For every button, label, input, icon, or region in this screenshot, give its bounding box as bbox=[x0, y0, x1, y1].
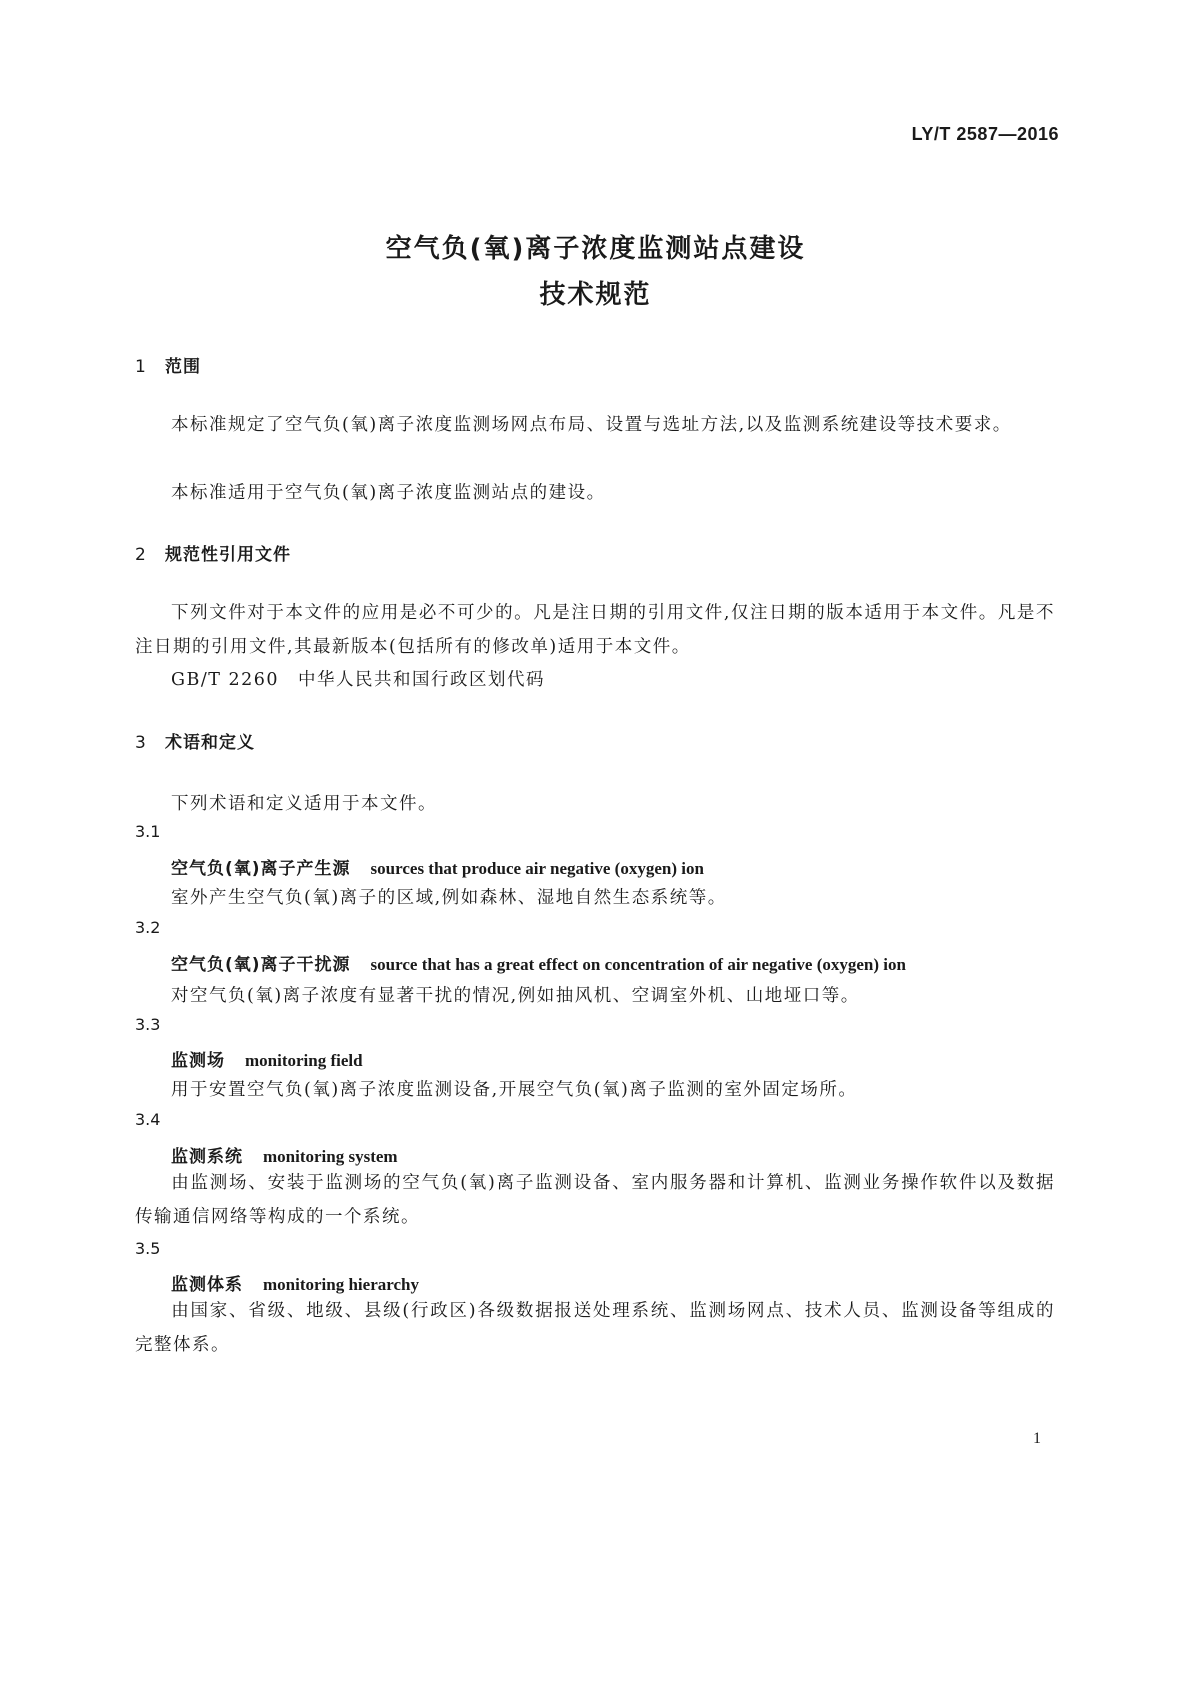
section-title: 术语和定义 bbox=[165, 733, 255, 753]
clause-number: 3.3 bbox=[135, 1015, 161, 1034]
section-number: 1 bbox=[135, 357, 147, 377]
term-en: monitoring field bbox=[245, 1051, 363, 1070]
term-heading bbox=[171, 854, 704, 879]
term-heading bbox=[171, 950, 906, 975]
term-en: source that has a great effect on concentration of air negative (oxygen) ion bbox=[370, 955, 906, 974]
section-number: 2 bbox=[135, 545, 147, 565]
clause-number: 3.4 bbox=[135, 1110, 161, 1129]
section-number: 3 bbox=[135, 733, 147, 753]
reference-entry: GB/T 2260 中华人民共和国行政区划代码 bbox=[171, 670, 546, 690]
term-definition: 室外产生空气负(氧)离子的区域,例如森林、湿地自然生态系统等。 bbox=[171, 888, 727, 908]
term-en: monitoring hierarchy bbox=[263, 1275, 419, 1294]
document-title-line-1: 空气负(氧)离子浓度监测站点建设 bbox=[385, 234, 806, 264]
section-title: 范围 bbox=[165, 357, 201, 377]
paragraph: 下列文件对于本文件的应用是必不可少的。凡是注日期的引用文件,仅注日期的版本适用于本文件。凡是不注日期的引用文件,其最新版本(包括所有的修改单)适用于本文件。 bbox=[135, 603, 1055, 657]
term-heading bbox=[171, 1046, 363, 1071]
term-zh: 监测体系 bbox=[171, 1275, 243, 1295]
term-heading bbox=[171, 1142, 398, 1167]
section-heading-scope bbox=[135, 352, 201, 377]
paragraph: 本标准规定了空气负(氧)离子浓度监测场网点布局、设置与选址方法,以及监测系统建设等技术要求。 bbox=[171, 415, 1012, 435]
term-zh: 空气负(氧)离子干扰源 bbox=[171, 955, 351, 975]
document-title-line-2: 技术规范 bbox=[539, 280, 652, 310]
page-number: 1 bbox=[1033, 1430, 1041, 1447]
term-definition: 由国家、省级、地级、县级(行政区)各级数据报送处理系统、监测场网点、技术人员、监测设备等组成的完整体系。 bbox=[135, 1301, 1055, 1355]
section-intro: 下列术语和定义适用于本文件。 bbox=[171, 794, 437, 814]
paragraph: 本标准适用于空气负(氧)离子浓度监测站点的建设。 bbox=[171, 483, 606, 503]
section-title: 规范性引用文件 bbox=[165, 545, 291, 565]
section-heading-normative-references bbox=[135, 540, 291, 565]
standard-code: LY/T 2587—2016 bbox=[911, 124, 1059, 144]
term-definition: 对空气负(氧)离子浓度有显著干扰的情况,例如抽风机、空调室外机、山地垭口等。 bbox=[171, 986, 860, 1006]
term-definition: 由监测场、安装于监测场的空气负(氧)离子监测设备、室内服务器和计算机、监测业务操作软件以及数据传输通信网络等构成的一个系统。 bbox=[135, 1173, 1055, 1227]
term-heading bbox=[171, 1270, 419, 1295]
clause-number: 3.1 bbox=[135, 822, 161, 841]
term-en: sources that produce air negative (oxygen) ion bbox=[370, 859, 704, 878]
term-zh: 监测系统 bbox=[171, 1147, 243, 1167]
term-zh: 空气负(氧)离子产生源 bbox=[171, 859, 351, 879]
term-definition: 用于安置空气负(氧)离子浓度监测设备,开展空气负(氧)离子监测的室外固定场所。 bbox=[171, 1080, 858, 1100]
section-heading-terms-definitions bbox=[135, 728, 255, 753]
term-zh: 监测场 bbox=[171, 1051, 225, 1071]
clause-number: 3.5 bbox=[135, 1239, 161, 1258]
clause-number: 3.2 bbox=[135, 918, 161, 937]
term-en: monitoring system bbox=[263, 1147, 398, 1166]
